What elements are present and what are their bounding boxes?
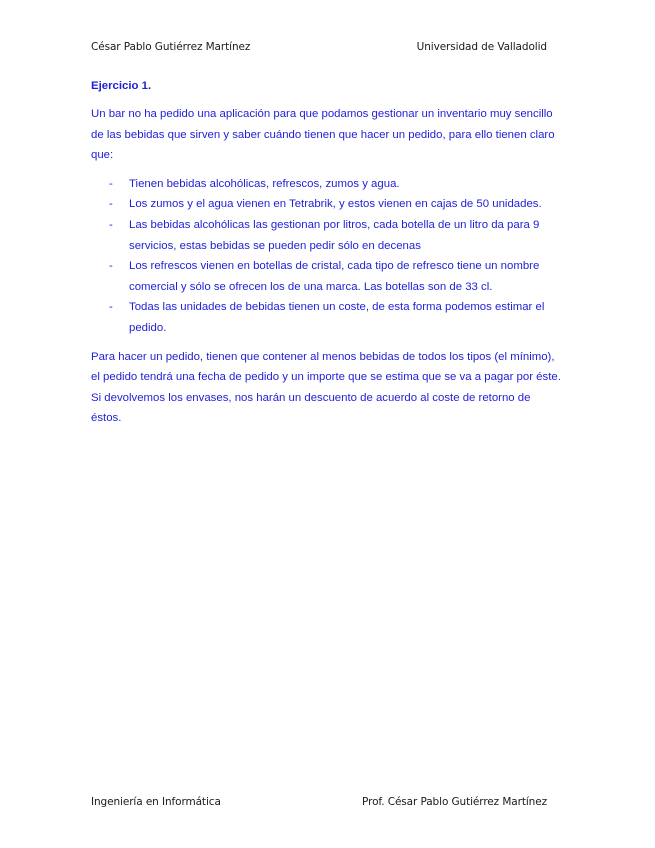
- list-item-text: Las bebidas alcohólicas las gestionan por litros, cada botella de un litro da para 9 servicios, estas bebidas se pueden pedir sólo en decenas: [129, 218, 540, 252]
- exercise-title: Ejercicio 1.: [91, 80, 152, 92]
- list-item: [91, 256, 563, 297]
- list-item-text: Todas las unidades de bebidas tienen un coste, de esta forma podemos estimar el pedido.: [129, 301, 545, 334]
- closing-paragraph: Para hacer un pedido, tienen que contener al menos bebidas de todos los tipos (el mínimo), el pedido tendrá una fecha de pedido y un importe que se estima que se va a pagar por éste. Si devolvemos los envases, nos harán un descuento de acuerdo al coste de retorno de éstos.: [91, 350, 561, 425]
- footer-degree: Ingeniería en Informática: [91, 796, 221, 808]
- list-item: [91, 215, 563, 256]
- requirements-list: [91, 174, 563, 339]
- header-author: César Pablo Gutiérrez Martínez: [91, 41, 251, 53]
- intro-paragraph: Un bar no ha pedido una aplicación para que podamos gestionar un inventario muy sencillo de las bebidas que sirven y saber cuándo tienen que hacer un pedido, para ello tienen claro que:: [91, 108, 555, 162]
- bullet-dash: -: [109, 177, 113, 190]
- page-footer: [91, 796, 547, 808]
- document-body: [91, 78, 563, 429]
- bullet-dash: -: [109, 198, 113, 211]
- list-item-text: Los zumos y el agua vienen en Tetrabrik, y estos vienen en cajas de 50 unidades.: [129, 198, 542, 211]
- page-header: [91, 41, 547, 53]
- header-institution: Universidad de Valladolid: [416, 41, 547, 53]
- list-item: [91, 174, 563, 195]
- bullet-dash: -: [109, 218, 113, 231]
- list-item-text: Tienen bebidas alcohólicas, refrescos, zumos y agua.: [129, 177, 400, 190]
- footer-professor: Prof. César Pablo Gutiérrez Martínez: [362, 796, 547, 808]
- bullet-dash: -: [109, 301, 113, 314]
- list-item-text: Los refrescos vienen en botellas de cristal, cada tipo de refresco tiene un nombre comercial y sólo se ofrecen los de una marca. Las botellas son de 33 cl.: [129, 260, 540, 293]
- list-item: [91, 194, 563, 215]
- bullet-dash: -: [109, 260, 113, 273]
- list-item: [91, 297, 563, 338]
